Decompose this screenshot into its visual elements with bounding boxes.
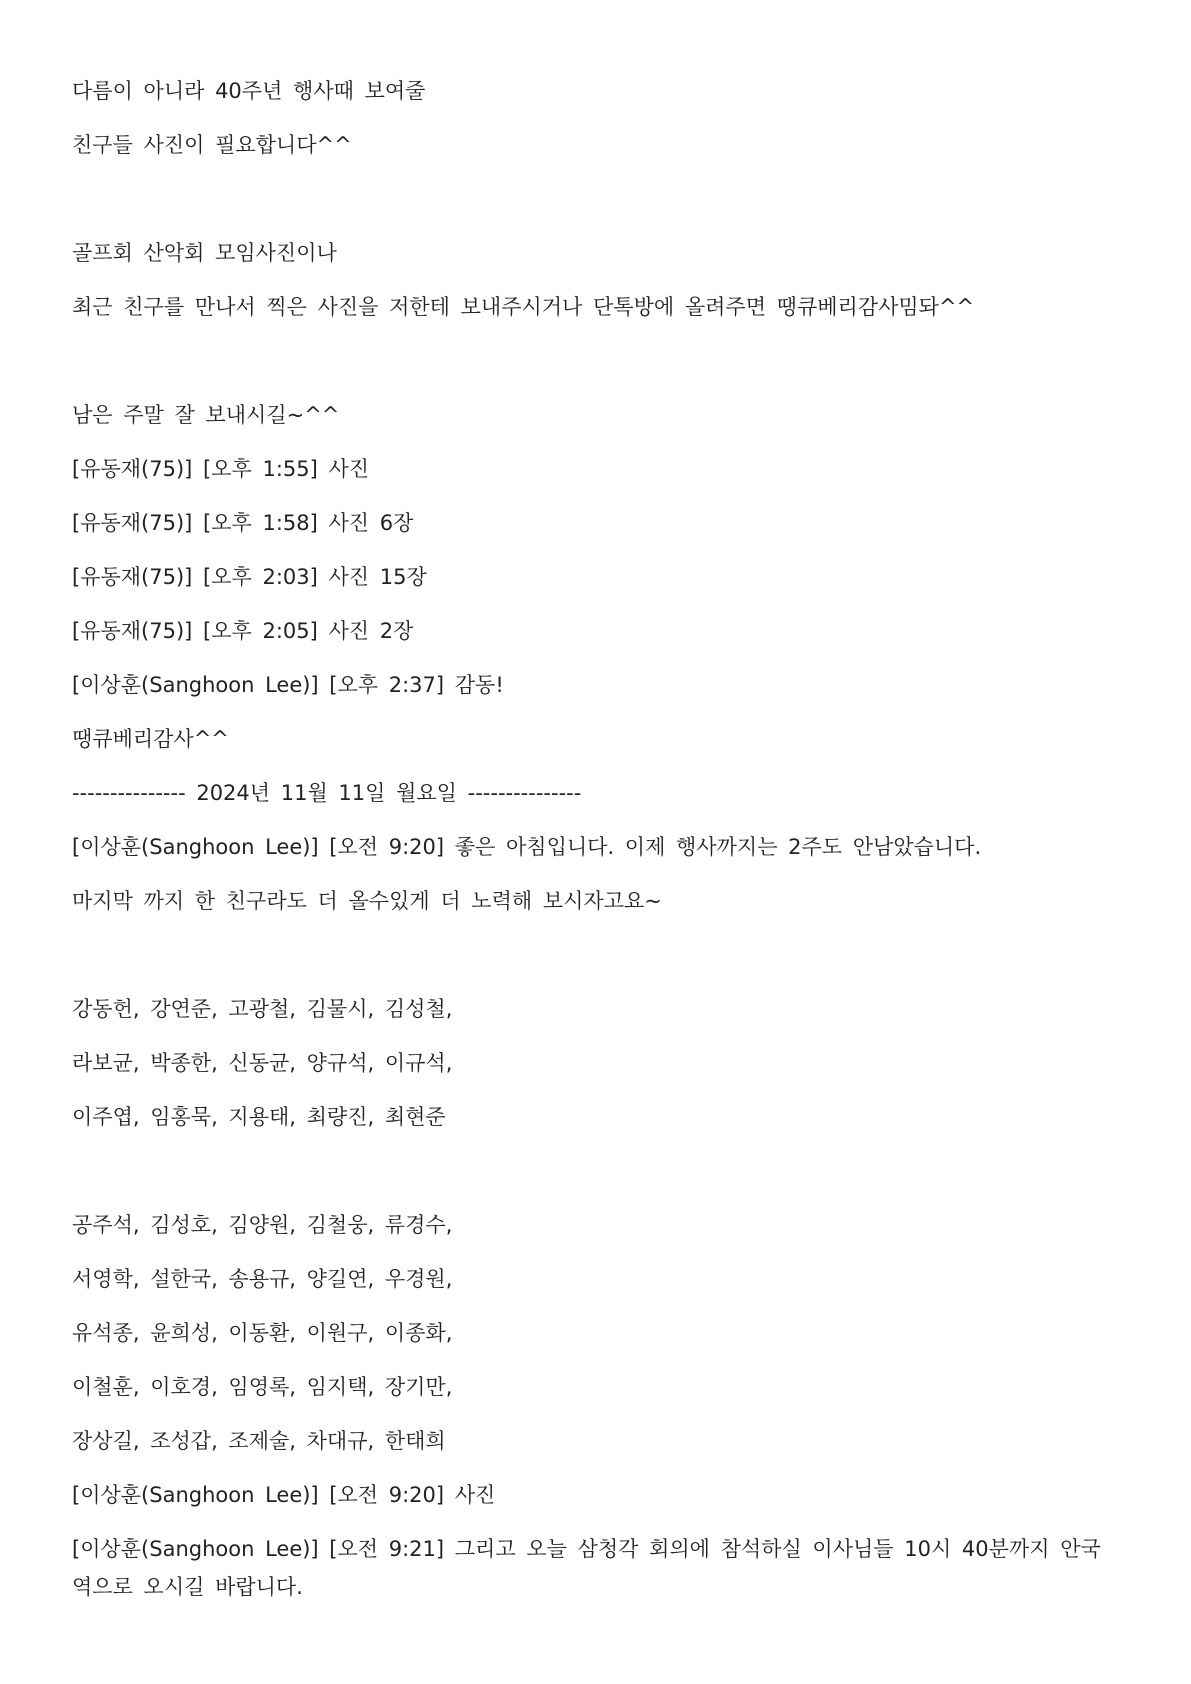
blank-line	[72, 936, 1112, 990]
chat-message: [이상훈(Sanghoon Lee)] [오전 9:20] 좋은 아침입니다. 이제 행사까지는 2주도 안남았습니다.	[72, 835, 982, 859]
name-list-line: 공주석, 김성호, 김양원, 김철웅, 류경수,	[72, 1213, 453, 1237]
blank-line	[72, 342, 1112, 396]
text-line: 남은 주말 잘 보내시길~^^	[72, 403, 340, 427]
chat-message: [유동재(75)] [오후 1:58] 사진 6장	[72, 511, 414, 535]
chat-message: [이상훈(Sanghoon Lee)] [오전 9:20] 사진	[72, 1483, 496, 1507]
chat-message: [유동재(75)] [오후 2:05] 사진 2장	[72, 619, 414, 643]
text-line: 최근 친구를 만나서 찍은 사진을 저한테 보내주시거나 단톡방에 올려주면 땡큐베리감사밈돠^^	[72, 295, 975, 319]
blank-line	[72, 180, 1112, 234]
name-list-line: 라보균, 박종한, 신동균, 양규석, 이규석,	[72, 1051, 453, 1075]
name-list-line: 이주엽, 임홍묵, 지용태, 최량진, 최현준	[72, 1105, 446, 1129]
name-list-line: 서영학, 설한국, 송용규, 양길연, 우경원,	[72, 1267, 453, 1291]
name-list-line: 유석종, 윤희성, 이동환, 이원구, 이종화,	[72, 1321, 453, 1345]
text-line: 다름이 아니라 40주년 행사때 보여줄	[72, 79, 426, 103]
text-line: 친구들 사진이 필요합니다^^	[72, 133, 352, 157]
chat-message: [이상훈(Sanghoon Lee)] [오전 9:21] 그리고 오늘 삼청각 회의에 참석하실 이사님들 10시 40분까지 안국역으로 오시길 바랍니다.	[72, 1537, 1101, 1599]
name-list-line: 이철훈, 이호경, 임영록, 임지택, 장기만,	[72, 1375, 453, 1399]
date-separator: --------------- 2024년 11월 11일 월요일 ---------------	[72, 781, 582, 805]
text-line: 땡큐베리감사^^	[72, 727, 229, 751]
text-line: 골프회 산악회 모임사진이나	[72, 241, 337, 265]
text-line: 마지막 까지 한 친구라도 더 올수있게 더 노력해 보시자고요~	[72, 889, 662, 913]
name-list-line: 강동헌, 강연준, 고광철, 김물시, 김성철,	[72, 997, 453, 1021]
name-list-line: 장상길, 조성갑, 조제술, 차대규, 한태희	[72, 1429, 446, 1453]
chat-message: [유동재(75)] [오후 2:03] 사진 15장	[72, 565, 427, 589]
chat-message: [유동재(75)] [오후 1:55] 사진	[72, 457, 370, 481]
chat-message: [이상훈(Sanghoon Lee)] [오후 2:37] 감동!	[72, 673, 504, 697]
document-body	[72, 72, 1112, 1606]
blank-line	[72, 1152, 1112, 1206]
